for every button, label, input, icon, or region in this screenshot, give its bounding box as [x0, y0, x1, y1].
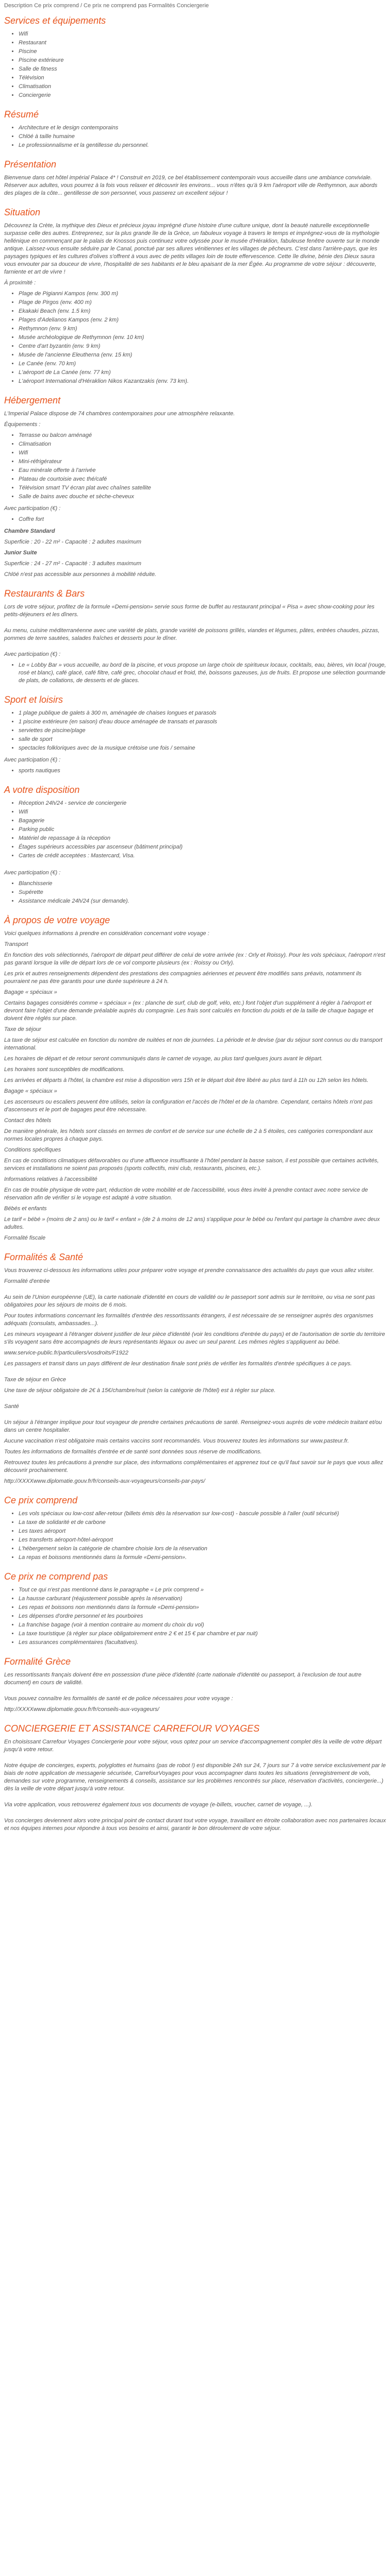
- comprend-section: [4, 1495, 387, 1562]
- situation-lead: À proximité :: [4, 280, 36, 286]
- propos-para: Conditions spécifiques: [4, 1147, 61, 1153]
- formalite-grece-section: [4, 1656, 387, 1714]
- list-item: • Les dépenses d'ordre personnel et les pourboires: [19, 1613, 387, 1620]
- formalite-grece-title: Formalité Grèce: [4, 1656, 71, 1667]
- list-item: • Salle de fitness: [19, 65, 387, 73]
- list-item: • La repas et boissons mentionnés dans la formule «Demi-pension».: [19, 1554, 387, 1562]
- formalites-para: Formalité d'entrée: [4, 1278, 50, 1284]
- propos-para: Les horaires de départ et de retour seront communiqués dans le carnet de voyage, au plus tard quelques jours avant le départ.: [4, 1056, 323, 1062]
- propos-para: Les horaires sont susceptibles de modifications.: [4, 1066, 125, 1073]
- list-item: • Piscine extérieure: [19, 57, 387, 64]
- list-item: • Climatisation: [19, 440, 387, 448]
- restaurants-avec: Avec participation (€) :: [4, 651, 61, 657]
- nearby-list: [4, 290, 387, 385]
- list-item: • serviettes de piscine/plage: [19, 727, 387, 735]
- propos-para: Informations relatives à l'accessibilité: [4, 1176, 97, 1182]
- situation-text: Découvrez la Crète, la mythique des Dieux et précieux joyau imprégné d'une histoire d'une culture unique, dont la beauté naturelle exceptionnelle surpasse celle des autres. Entreprenez, sur la plus grande île de la Grèce, un fabuleux voyage à travers le temps et imprégnez-vous de la mythologie hellénique en commençant par le palais de Knossos puis continuez votre odyssée pour le musée d'Héraklion, fabuleuse fenêtre ouverte sur le monde antique. Laissez-vous ensuite séduire par le Canal, ponctué par ses allures vénitiennes et les villages de pêcheurs. C'est dans l'arrière-pays, que les paysages typiques et les cultures d'olives s'offrent à vous avec de petits villages loin de toute effervescence. Cette île divine, bénie des Dieux saura vous envouter par sa douceur de vivre, l'hospitalité de ses habitants et le bleu apaisant de la mer Égée. Au programme de votre séjour : découverte, farniente et art de vivre !: [4, 223, 380, 275]
- propos-para: Les arrivées et départs à l'hôtel, la chambre est mise à disposition vers 15h et le départ doit être libéré au plus tard à 11h ou 12h selon les hôtels.: [4, 1077, 369, 1083]
- situation-section: [4, 207, 387, 385]
- list-item: • Chlöé à taille humaine: [19, 133, 387, 141]
- list-item: • Mini-réfrigérateur: [19, 458, 387, 466]
- propos-para: Bagage « spéciaux »: [4, 1088, 57, 1094]
- propos-para: Bagage « spéciaux »: [4, 989, 57, 995]
- services-title: Services et équipements: [4, 15, 106, 26]
- list-item: • Assistance médicale 24h/24 (sur demande).: [19, 897, 387, 905]
- formalites-section: [4, 1251, 387, 1485]
- propos-para: Les ascenseurs ou escaliers peuvent être utilisés, selon la configuration et l'accès de l'hôtel et de la chambre. Cependant, certains hôtels n'ont pas d'ascenseurs et le port de bagages peut être nécessaire.: [4, 1099, 373, 1113]
- propos-para: Voici quelques informations à prendre en considération concernant votre voyage :: [4, 930, 209, 937]
- presentation-title: Présentation: [4, 159, 57, 170]
- list-item: • Musée archéologique de Rethymnon (env. 10 km): [19, 334, 387, 342]
- list-item: • sports nautiques: [19, 767, 387, 775]
- list-item: • L'aéroport International d'Héraklion Nikos Kazantzakis (env. 73 km).: [19, 378, 387, 385]
- list-item: • Eau minérale offerte à l'arrivée: [19, 467, 387, 474]
- pascomprend-section: [4, 1571, 387, 1647]
- formalites-title: Formalités & Santé: [4, 1252, 84, 1262]
- list-item: • Rethymnon (env. 9 km): [19, 325, 387, 333]
- restaurants-title: Restaurants & Bars: [4, 588, 85, 599]
- conciergerie-para: Vos concierges deviennent alors votre principal point de contact durant tout votre voyage, travaillant en étroite collaboration avec nos partenaires locaux et nos équipes internes pour répondre à tous vos besoins et ainsi, garantir le bon déroulement de votre séjour.: [4, 1818, 386, 1832]
- pascomprend-title: Ce prix ne comprend pas: [4, 1571, 108, 1582]
- list-item: • Conciergerie: [19, 92, 387, 99]
- list-item: • Plage de Pigianni Kampos (env. 300 m): [19, 290, 387, 298]
- list-item: • Matériel de repassage à la réception: [19, 835, 387, 842]
- formalites-para: Au sein de l'Union européenne (UE), la carte nationale d'identité en cours de validité ou le passeport sont admis sur le territoire, ou visa ne sont pas obligatoires pour les séjours de moins de 6 mois.: [4, 1294, 376, 1308]
- propos-para: Formalité fiscale: [4, 1235, 46, 1241]
- sport-title: Sport et loisirs: [4, 694, 63, 705]
- sport-avec-list: [4, 767, 387, 775]
- propos-para: En cas de trouble physique de votre part, réduction de votre mobilité et de l'accessibilité, vous êtes invité à prendre contact avec notre service de réservation afin de vérifier si le voyage est adapté à votre situation.: [4, 1187, 368, 1201]
- list-item: • Les assurances complémentaires (facultatives).: [19, 1639, 387, 1647]
- list-item: • Musée de l'ancienne Eleutherna (env. 15 km): [19, 351, 387, 359]
- propos-para: En cas de conditions climatiques défavorables ou d'une affluence insuffisante à l'hôtel pendant la basse saison, il est possible que certaines activités, services et installations ne soient pas proposés (sports collectifs, mini club, restaurants, piscines, etc.).: [4, 1158, 379, 1172]
- formalites-para: Pour toutes informations concernant les formalités d'entrée des ressortissants étrangers, il est nécessaire de se renseigner auprès des organismes adéquats (consulats, ambassades...).: [4, 1313, 373, 1327]
- comprend-title: Ce prix comprend: [4, 1495, 78, 1505]
- restaurants-text-2: Au menu, cuisine méditerranéenne avec une variété de plats, grande variété de poissons grillés, viandes et légumes, pâtes, entrées chaudes, pizzas, pommes de terre sautées, salades fraîches et desserts pour le dîner.: [4, 628, 380, 641]
- formalites-link[interactable]: http://XXXXwww.diplomatie.gouv.fr/fr/conseils-aux-voyageurs/conseils-par-pays/: [4, 1478, 205, 1484]
- formalites-para: Les passagers et transit dans un pays différent de leur destination finale sont priés de vérifier les formalités d'entrée spécifiques à ce pays.: [4, 1361, 352, 1367]
- list-item: • Les taxes aéroport: [19, 1528, 387, 1535]
- list-item: • Blanchisserie: [19, 880, 387, 888]
- list-item: • Coffre fort: [19, 516, 387, 523]
- formalites-para: Vous trouverez ci-dessous les informations utiles pour préparer votre voyage et prendre connaissance des actualités du pays que vous allez visiter.: [4, 1267, 374, 1274]
- hebergement-section: [4, 395, 387, 579]
- disposition-section: [4, 784, 387, 905]
- list-item: • Wifi: [19, 449, 387, 457]
- sport-section: [4, 694, 387, 775]
- formalites-para: Santé: [4, 1403, 19, 1410]
- conciergerie-para: Notre équipe de concierges, experts, polyglottes et humains (pas de robot !) est disponible 24h sur 24, 7 jours sur 7 à votre service exclusivement par le biais de notre application de messagerie sécurisée, CarrefourVoyages pour vous accompagner dans toutes les situations (enregistrement de vols, demandes sur votre programme, renseignements & conseils, assistance sur les problèmes rencontrés sur place, réservation d'activités, conciergerie...) dès la veille de votre départ jusqu'à votre retour.: [4, 1762, 386, 1792]
- sport-avec: Avec participation (€) :: [4, 757, 61, 763]
- list-item: • Wifi: [19, 808, 387, 816]
- list-item: • Salle de bains avec douche et sèche-cheveux: [19, 493, 387, 501]
- formalites-para: Toutes les informations de formalités d'entrée et de santé sont données sous réserve de modifications.: [4, 1449, 262, 1455]
- formalites-link[interactable]: www.service-public.fr/particuliers/vosdroits/F1922: [4, 1350, 128, 1356]
- hebergement-avec: Avec participation (€) :: [4, 505, 61, 512]
- propos-section: [4, 914, 387, 1242]
- list-item: • L'aéroport de La Canée (env. 77 km): [19, 369, 387, 377]
- formalite-grece-text-1: Les ressortissants français doivent être en possession d'une pièce d'identité (carte nationale d'identité ou passeport, à l'exclusion de tout autre document) en cours de validité.: [4, 1672, 362, 1686]
- restaurants-text-1: Lors de votre séjour, profitez de la formule «Demi-pension» servie sous forme de buffet au restaurant principal « Pisa » avec show-cooking pour les petits-déjeuners et les dîners.: [4, 604, 374, 618]
- restaurants-section: [4, 588, 387, 685]
- propos-para: Contact des hôtels: [4, 1117, 52, 1124]
- list-item: • Télévision: [19, 74, 387, 82]
- list-item: • Parking public: [19, 826, 387, 834]
- hebergement-title: Hébergement: [4, 395, 61, 405]
- list-item: • Télévision smart TV écran plat avec chaînes satellite: [19, 484, 387, 492]
- disposition-avec-list: [4, 880, 387, 905]
- list-item: • Ekakaki Beach (env. 1.5 km): [19, 308, 387, 315]
- list-item: • Les vols spéciaux ou low-cost aller-retour (billets émis dès la réservation sur low-cost) - bascule possible à l'aller (outil sécurisé): [19, 1510, 387, 1518]
- conciergerie-para: Via votre application, vous retrouverez également tous vos documents de voyage (e-billets, voucher, carnet de voyage, ...).: [4, 1802, 313, 1808]
- propos-para: Le tarif « bébé » (moins de 2 ans) ou le tarif « enfant » (de 2 à moins de 12 ans) s'applique pour le bébé ou l'enfant qui partage la chambre avec deux adultes.: [4, 1216, 380, 1230]
- pascomprend-list: [4, 1586, 387, 1647]
- list-item: • La franchise bagage (voir à mention contraire au moment du choix du vol): [19, 1621, 387, 1629]
- propos-para: Bébés et enfants: [4, 1206, 47, 1212]
- presentation-section: [4, 159, 387, 197]
- sport-list: [4, 709, 387, 752]
- disposition-avec: Avec participation (€) :: [4, 870, 61, 876]
- propos-para: La taxe de séjour est calculée en fonction du nombre de nuitées et non de journées. La période et le devise (par du séjour sont connus ou du transport international.: [4, 1037, 383, 1051]
- list-item: • Wifi: [19, 30, 387, 38]
- list-item: • Plage de Pirgos (env. 400 m): [19, 299, 387, 307]
- list-item: • Bagagerie: [19, 817, 387, 825]
- list-item: • Le « Lobby Bar » vous accueille, au bord de la piscine, et vous propose un large choix de spiritueux locaux, cocktails, eau, bières, vin local (rouge, rosé et blanc), café glacé, café filtre, café grec, chocolat chaud et froid, thé, boissons gazeuses, jus de fruits. Et propose une sélection gourmande de plats, de collations, de desserts et de glaces.: [19, 662, 387, 685]
- room-junior-title: Junior Suite: [4, 550, 37, 556]
- propos-para: Certains bagages considérés comme « spéciaux » (ex : planche de surf, club de golf, vélo, etc.) font l'objet d'un supplément à régler à l'aéroport et devront faire l'objet d'une demande préalable auprès du compagnie. Les frais sont calculés en fonction du poids et de la taille de chaque bagage et doivent être réglés sur place.: [4, 1000, 373, 1022]
- hebergement-intro: L'Imperial Palace dispose de 74 chambres contemporaines pour une atmosphère relaxante.: [4, 411, 235, 417]
- formalites-para: Un séjour à l'étranger implique pour tout voyageur de prendre certaines précautions de santé. Renseignez-vous auprès de votre médecin traitant et/ou dans un centre hospitalier.: [4, 1419, 382, 1433]
- resume-list: [4, 124, 387, 149]
- list-item: • spectacles folkloriques avec de la musique crétoise une fois / semaine: [19, 744, 387, 752]
- resume-section: [4, 109, 387, 149]
- conciergerie-para: En choisissant Carrefour Voyages Conciergerie pour votre séjour, vous optez pour un service d'accompagnement complet dès la veille de votre départ jusqu'à votre retour.: [4, 1739, 382, 1753]
- services-section: [4, 15, 387, 99]
- list-item: • Les repas et boissons non mentionnés dans la formule «Demi-pension»: [19, 1604, 387, 1612]
- formalites-para: Les mineurs voyageant à l'étranger doivent justifier de leur pièce d'identité (voir les conditions d'entrée du pays) et de l'autorisation de sortie du territoire s'ils voyagent sans être accompagnés de leurs représentants légaux ou avec un seul parent. Les mêmes règles s'appliquent au bébé.: [4, 1331, 385, 1345]
- hebergement-lead: Équipements :: [4, 421, 41, 428]
- formalites-para: Retrouvez toutes les précautions à prendre sur place, des informations complémentaires et apprenez tout ce qu'il faut savoir sur le pays que vous allez découvrir prochainement.: [4, 1460, 383, 1473]
- formalites-para: Une taxe de séjour obligatoire de 2€ à 15€/chambre/nuit (selon la catégorie de l'hôtel) est à régler sur place.: [4, 1387, 276, 1394]
- list-item: • La taxe de solidarité et de carbone: [19, 1519, 387, 1527]
- disposition-title: A votre disposition: [4, 785, 80, 795]
- list-item: • 1 plage publique de galets à 300 m, aménagée de chaises longues et parasols: [19, 709, 387, 717]
- restaurants-list: [4, 662, 387, 685]
- room-equipment-list: [4, 432, 387, 501]
- list-item: • Le professionnalisme et la gentillesse du personnel.: [19, 142, 387, 149]
- list-item: • Étages supérieurs accessibles par ascenseur (bâtiment principal): [19, 843, 387, 851]
- comprend-list: [4, 1510, 387, 1562]
- resume-title: Résumé: [4, 109, 39, 120]
- list-item: • Restaurant: [19, 39, 387, 47]
- list-item: • salle de sport: [19, 736, 387, 743]
- list-item: • Architecture et le design contemporains: [19, 124, 387, 132]
- list-item: • Tout ce qui n'est pas mentionné dans le paragraphe « Le prix comprend »: [19, 1586, 387, 1594]
- list-item: • La hausse carburant (réajustement possible après la réservation): [19, 1595, 387, 1603]
- list-item: • Centre d'art byzantin (env. 9 km): [19, 343, 387, 350]
- disposition-list: [4, 800, 387, 860]
- presentation-text: Bienvenue dans cet hôtel impérial Palace 4* ! Construit en 2019, ce bel établissement contemporain vous accueille dans une ambiance conviviale. Réserver aux adultes, vous pourrez à la fois vous relaxer et découvrir les environs... vous n'êtes qu'à 9 km l'aéroport ville de Rethymnon, aux abords des plages de la côte... gentillesse de son personnel, vous passerez un excellent séjour !: [4, 175, 378, 196]
- hebergement-avec-list: [4, 516, 387, 523]
- list-item: • L'hébergement selon la catégorie de chambre choisie lors de la réservation: [19, 1545, 387, 1553]
- list-item: • Terrasse ou balcon aménagé: [19, 432, 387, 439]
- list-item: • Plages d'Adelianos Kampos (env. 2 km): [19, 316, 387, 324]
- room-standard-text: Superficie : 20 - 22 m² - Capacité : 2 adultes maximum: [4, 539, 141, 545]
- room-standard-title: Chambre Standard: [4, 528, 55, 534]
- room-junior-text: Superficie : 24 - 27 m² - Capacité : 3 adultes maximum: [4, 561, 141, 567]
- list-item: • 1 piscine extérieure (en saison) d'eau douce aménagée de transats et parasols: [19, 718, 387, 726]
- formalites-para: Aucune vaccination n'est obligatoire mais certains vaccins sont recommandés. Vous trouverez toutes les informations sur www.pasteur.fr.: [4, 1438, 349, 1444]
- conciergerie-title: CONCIERGERIE ET ASSISTANCE CARREFOUR VOYAGES: [4, 1723, 260, 1734]
- list-item: • Piscine: [19, 48, 387, 56]
- list-item: • Cartes de crédit acceptées : Mastercard, Visa.: [19, 852, 387, 860]
- propos-para: Les prix et autres renseignements dépendent des prestations des compagnies aériennes et peuvent être modifiés sans préavis, notamment ils pourraient ne pas être garantis pour une durée supérieure à 24 h.: [4, 971, 362, 985]
- formalite-grece-text-2: Vous pouvez connaître les formalités de santé et de police nécessaires pour votre voyage :: [4, 1696, 233, 1702]
- propos-para: Taxe de séjour: [4, 1026, 41, 1032]
- accessibility-note: Chlöé n'est pas accessible aux personnes à mobilité réduite.: [4, 571, 156, 578]
- situation-title: Situation: [4, 207, 41, 217]
- list-item: • Les transferts aéroport-hôtel-aéroport: [19, 1536, 387, 1544]
- propos-para: En fonction des vols sélectionnés, l'aéroport de départ peut différer de celui de votre arrivée (ex : Orly et Roissy). Pour les vols spéciaux, l'aéroport n'est pas garanti lorsque la ville de départ lors de ce vol comporte plusieurs (ex : Roissy ou Orly).: [4, 952, 385, 966]
- formalites-para: Taxe de séjour en Grèce: [4, 1377, 67, 1383]
- propos-para: Transport: [4, 941, 28, 947]
- list-item: • Climatisation: [19, 83, 387, 91]
- list-item: • Le Canée (env. 70 km): [19, 360, 387, 368]
- top-nav[interactable]: Description Ce prix comprend / Ce prix ne comprend pas Formalités Conciergerie: [4, 3, 209, 9]
- list-item: • Réception 24h/24 - service de conciergerie: [19, 800, 387, 807]
- conciergerie-section: [4, 1723, 387, 1833]
- propos-para: De manière générale, les hôtels sont classés en termes de confort et de service sur une échelle de 2 à 5 étoiles, ces catégories correspondant aux normes locales propres à chaque pays.: [4, 1128, 373, 1142]
- propos-title: À propos de votre voyage: [4, 915, 110, 925]
- list-item: • Plateau de courtoisie avec thé/café: [19, 476, 387, 483]
- list-item: • Supérette: [19, 889, 387, 896]
- services-list: [4, 30, 387, 99]
- formalite-grece-link[interactable]: http://XXXXwww.diplomatie.gouv.fr/fr/conseils-aux-voyageurs/: [4, 1706, 159, 1713]
- list-item: • La taxe touristique (à régler sur place obligatoirement entre 2 € et 15 € par chambre et par nuit): [19, 1630, 387, 1638]
